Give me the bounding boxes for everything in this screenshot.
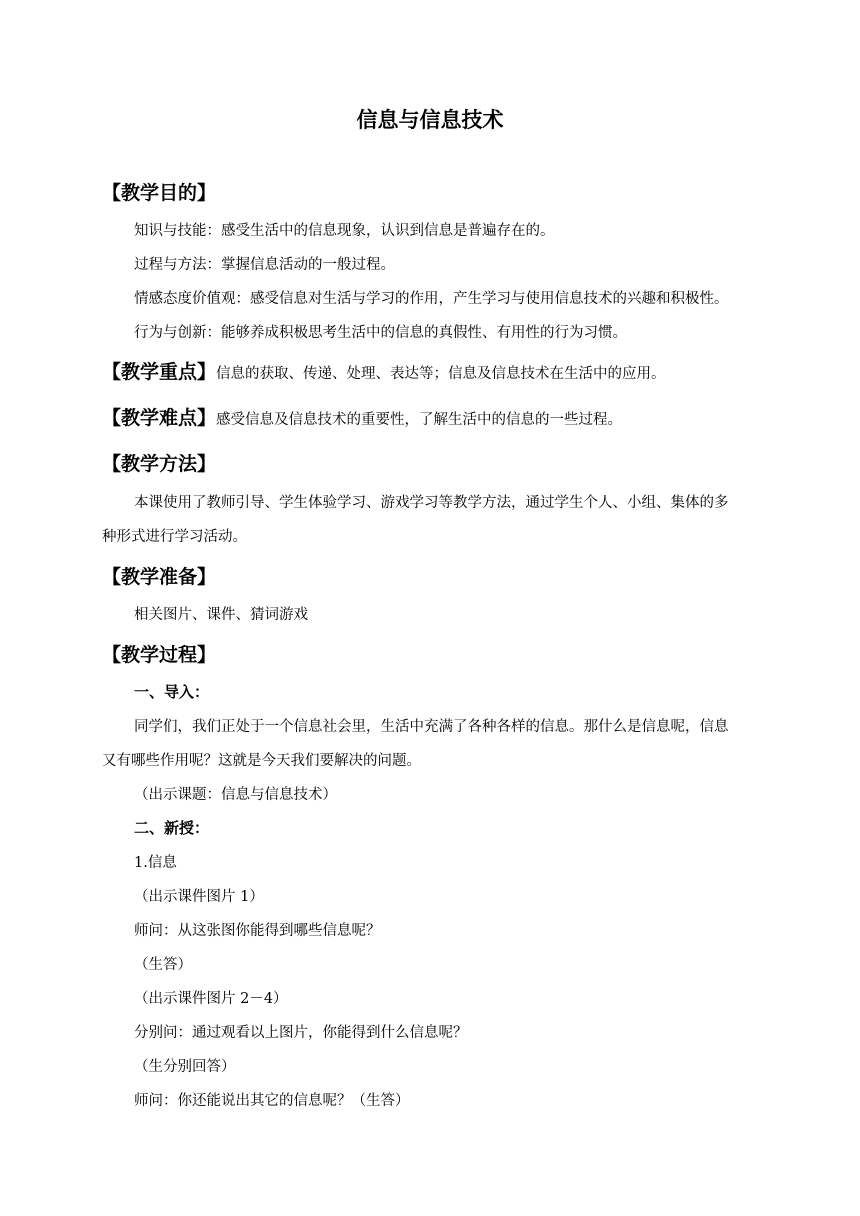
new-line: （生分别回答） (134, 1059, 236, 1075)
new-line: （出示课件图片 2－4） (134, 991, 288, 1007)
new-line: 1.信息 (134, 855, 177, 871)
key-points-text: 信息的获取、传递、处理、表达等；信息及信息技术在生活中的应用。 (216, 366, 666, 382)
document-title: 信息与信息技术 (356, 108, 504, 132)
process-heading: 【教学过程】 (102, 644, 217, 666)
methods-line-2: 种形式进行学习活动。 (102, 529, 247, 545)
key-points-section (102, 357, 666, 384)
methods-line-1: 本课使用了教师引导、学生体验学习、游戏学习等教学方法，通过学生个人、小组、集体的多 (134, 495, 729, 511)
new-line: （出示课件图片 1） (134, 889, 264, 905)
objective-behavior: 行为与创新：能够养成积极思考生活中的信息的真假性、有用性的行为习惯。 (134, 325, 627, 341)
new-line: 师问：你还能说出其它的信息呢？（生答） (134, 1093, 410, 1109)
intro-heading: 一、导入： (134, 683, 210, 701)
new-line: （生答） (134, 957, 192, 973)
new-line: 师问：从这张图你能得到哪些信息呢？ (134, 923, 381, 939)
intro-line-3: （出示课题：信息与信息技术） (134, 787, 337, 803)
preparation-heading: 【教学准备】 (102, 566, 217, 588)
objective-process: 过程与方法：掌握信息活动的一般过程。 (134, 257, 395, 273)
difficulties-text: 感受信息及信息技术的重要性，了解生活中的信息的一些过程。 (216, 412, 623, 428)
key-points-heading: 【教学重点】 (102, 361, 217, 383)
difficulties-heading: 【教学难点】 (102, 407, 217, 429)
methods-heading: 【教学方法】 (102, 453, 217, 475)
objectives-heading: 【教学目的】 (102, 182, 217, 204)
objective-attitude: 情感态度价值观：感受信息对生活与学习的作用，产生学习与使用信息技术的兴趣和积极性。 (134, 291, 729, 307)
objective-knowledge: 知识与技能：感受生活中的信息现象，认识到信息是普遍存在的。 (134, 223, 555, 239)
new-lesson-heading: 二、新授： (134, 819, 210, 837)
difficulties-section (102, 403, 622, 430)
new-line: 分别问：通过观看以上图片，你能得到什么信息呢？ (134, 1025, 468, 1041)
intro-line-1: 同学们，我们正处于一个信息社会里，生活中充满了各种各样的信息。那什么是信息呢，信息 (134, 719, 729, 735)
preparation-text: 相关图片、课件、猜词游戏 (134, 607, 308, 623)
intro-line-2: 又有哪些作用呢？这就是今天我们要解决的问题。 (102, 753, 421, 769)
